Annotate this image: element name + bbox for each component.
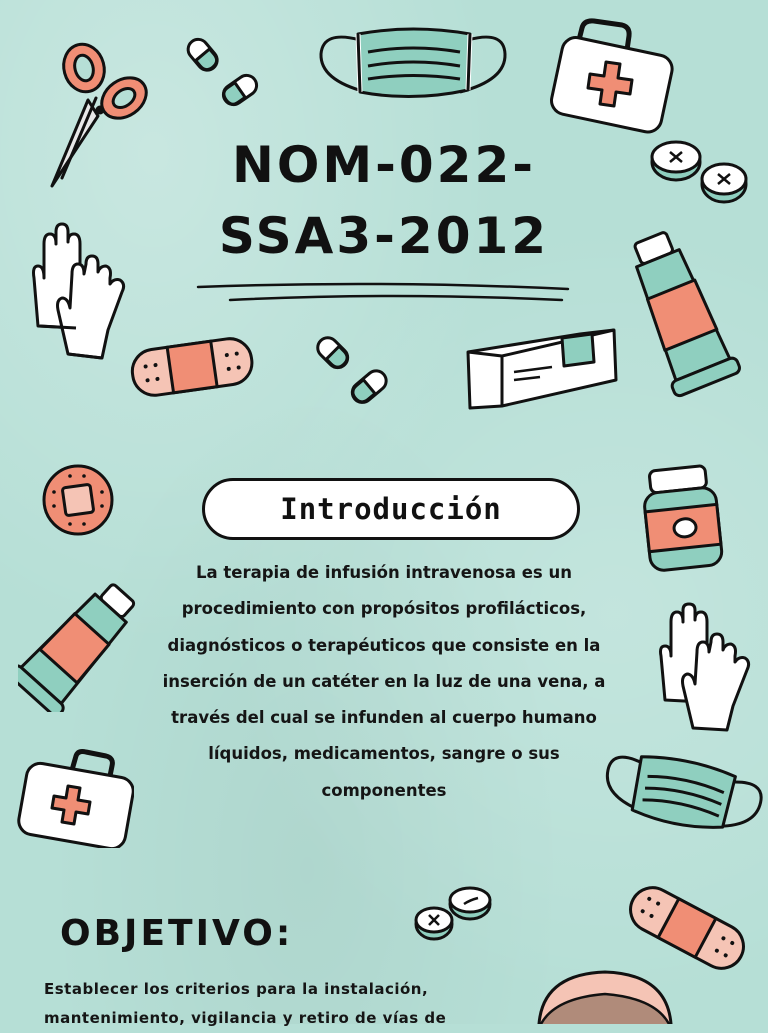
objective-text: Establecer los criterios para la instalación, mantenimiento, vigilancia y retiro de vías de — [44, 980, 447, 1027]
first-aid-kit-icon — [548, 12, 678, 137]
introduction-heading-box — [202, 478, 580, 540]
page-title-line-1: NOM-022- — [232, 136, 536, 194]
bandage-icon — [622, 878, 752, 978]
medicine-bottle-icon — [638, 462, 728, 574]
introduction-text: La terapia de infusión intravenosa es un procedimiento con propósitos profilácticos, diagnósticos o terapéuticos que consiste en la inserción de un catéter en la luz de una vena, a través del cual se infunden al cuerpo humano líquidos, medicamentos, sangre o sus componentes — [162, 563, 606, 800]
round-bandage-icon — [40, 462, 116, 538]
pills-icon — [310, 330, 400, 408]
bandage-icon — [128, 330, 256, 402]
ointment-tube-icon — [625, 222, 750, 400]
title-underline — [190, 278, 580, 308]
introduction-heading: Introducción — [280, 492, 502, 526]
pills-icon — [178, 28, 273, 113]
face-mask-icon — [600, 752, 765, 842]
nurse-illustration — [535, 968, 675, 1024]
medicine-box-icon — [462, 322, 622, 414]
page-title-line-2: SSA3-2012 — [218, 207, 550, 265]
objective-heading: OBJETIVO: — [60, 913, 294, 954]
tablets-icon — [412, 882, 494, 948]
face-mask-icon — [318, 22, 508, 104]
ointment-tube-icon — [18, 580, 136, 712]
scissors-icon — [40, 28, 155, 193]
gloves-icon — [655, 602, 757, 734]
first-aid-kit-icon — [16, 748, 134, 848]
tablets-icon — [648, 132, 750, 212]
gloves-icon — [28, 222, 133, 362]
